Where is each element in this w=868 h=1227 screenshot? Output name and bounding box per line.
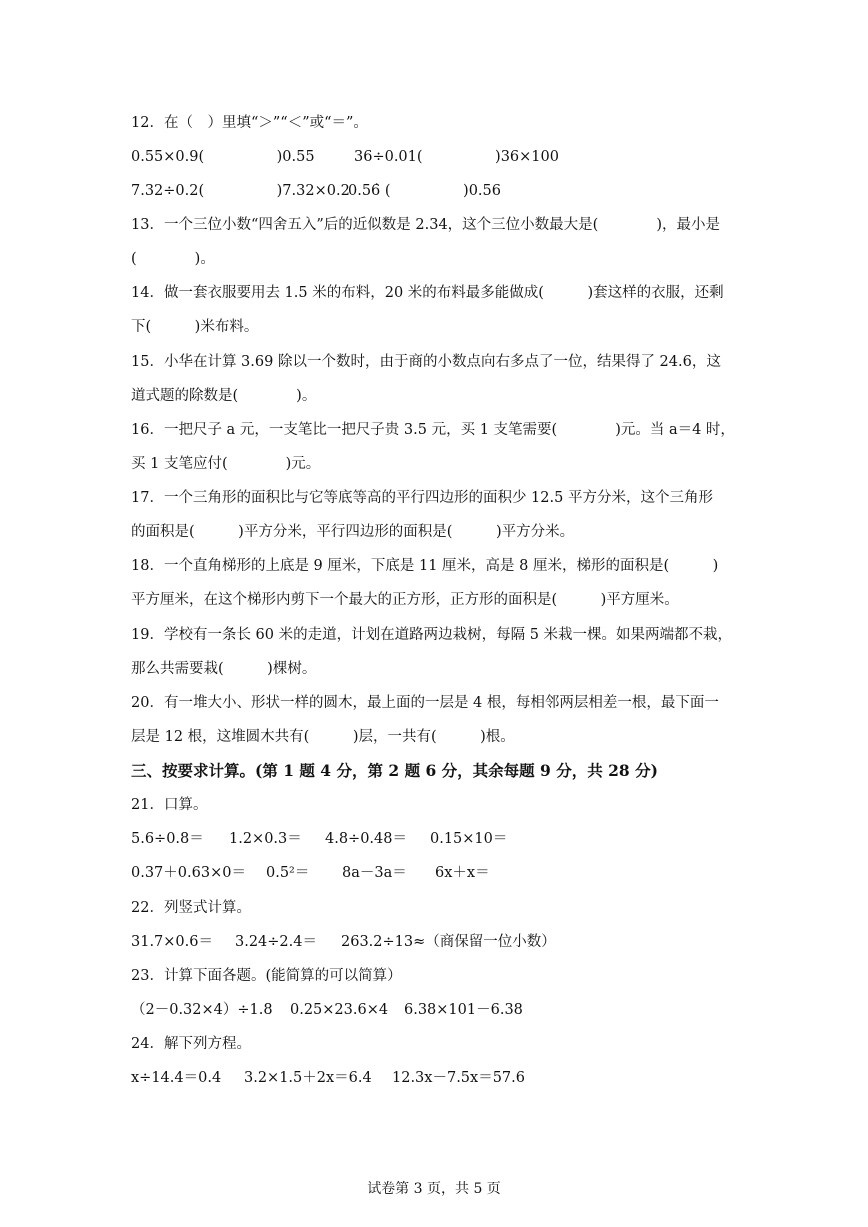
q21-item: 0.5²＝ [266, 865, 310, 881]
q15-line2: 道式题的除数是( )。 [131, 388, 317, 404]
q24-item: 3.2×1.5＋2x＝6.4 [244, 1070, 372, 1086]
q19-line1: 19．学校有一条长 60 米的走道，计划在道路两边栽树，每隔 5 米栽一棵。如果两端都不栽， [131, 627, 733, 643]
q24-item: x÷14.4＝0.4 [131, 1070, 222, 1086]
q18-line1: 18．一个直角梯形的上底是 9 厘米，下底是 11 厘米，高是 8 厘米，梯形的面积是( ) [131, 558, 719, 574]
q21-item: 6x＋x＝ [435, 865, 490, 881]
q21-stem: 21．口算。 [131, 797, 208, 813]
q21-item: 1.2×0.3＝ [229, 831, 302, 847]
q12-item-d: 0.56̇ ( )0.56 [348, 183, 501, 199]
q20-line1: 20．有一堆大小、形状一样的圆木，最上面的一层是 4 根，每相邻两层相差一根，最下面一 [131, 695, 719, 711]
q22-item: 263.2÷13≈（商保留一位小数） [341, 934, 556, 950]
q23-stem: 23．计算下面各题。(能简算的可以简算） [131, 968, 402, 984]
q15-line1: 15．小华在计算 3.69 除以一个数时，由于商的小数点向右多点了一位，结果得了 24.6，这 [131, 354, 721, 370]
q16-line1: 16．一把尺子 a 元，一支笔比一把尺子贵 3.5 元，买 1 支笔需要( )元。当 a＝4 时， [131, 422, 735, 438]
q17-line2: 的面积是( )平方分米，平行四边形的面积是( )平方分米。 [131, 524, 575, 540]
q22-item: 3.24÷2.4＝ [235, 934, 317, 950]
q12-item-a: 0.55×0.9( )0.55 [131, 149, 315, 165]
q13-line1: 13．一个三位小数“四舍五入”后的近似数是 2.34，这个三位小数最大是( )，最小是 [131, 217, 720, 233]
page-footer: 试卷第 3 页，共 5 页 [367, 1181, 501, 1197]
q18-line2: 平方厘米，在这个梯形内剪下一个最大的正方形，正方形的面积是( )平方厘米。 [131, 592, 679, 608]
q14-line1: 14．做一套衣服要用去 1.5 米的布料，20 米的布料最多能做成( )套这样的衣服，还剩 [131, 285, 724, 301]
q19-line2: 那么共需要栽( )棵树。 [131, 661, 317, 677]
q23-item: 0.25×23.6×4 [290, 1002, 389, 1018]
q12-item-c: 7.32÷0.2( )7.32×0.2 [131, 183, 350, 199]
section-3-heading: 三、按要求计算。(第 1 题 4 分，第 2 题 6 分，其余每题 9 分，共 28 分) [131, 761, 658, 780]
q13-line2: ( )。 [131, 251, 215, 267]
q14-line2: 下( )米布料。 [131, 319, 259, 335]
q23-item: （2－0.32×4）÷1.8 [131, 1002, 273, 1018]
q23-item: 6.38×101－6.38 [404, 1002, 523, 1018]
q16-line2: 买 1 支笔应付( )元。 [131, 456, 321, 472]
q12-item-b: 36÷0.01( )36×100 [354, 149, 559, 165]
q21-item: 5.6÷0.8＝ [131, 831, 204, 847]
q21-item: 8a－3a＝ [342, 865, 407, 881]
q24-stem: 24．解下列方程。 [131, 1036, 251, 1052]
q12-stem: 12．在（ ）里填“＞”“＜”或“＝”。 [131, 115, 368, 131]
q21-item: 0.15×10＝ [430, 831, 508, 847]
q17-line1: 17．一个三角形的面积比与它等底等高的平行四边形的面积少 12.5 平方分米，这个三角形 [131, 490, 713, 506]
q24-item: 12.3x－7.5x＝57.6 [392, 1070, 525, 1086]
q22-stem: 22．列竖式计算。 [131, 900, 251, 916]
q21-item: 0.37＋0.63×0＝ [131, 865, 246, 881]
q22-item: 31.7×0.6＝ [131, 934, 213, 950]
q20-line2: 层是 12 根，这堆圆木共有( )层，一共有( )根。 [131, 729, 515, 745]
q21-item: 4.8÷0.48＝ [325, 831, 407, 847]
